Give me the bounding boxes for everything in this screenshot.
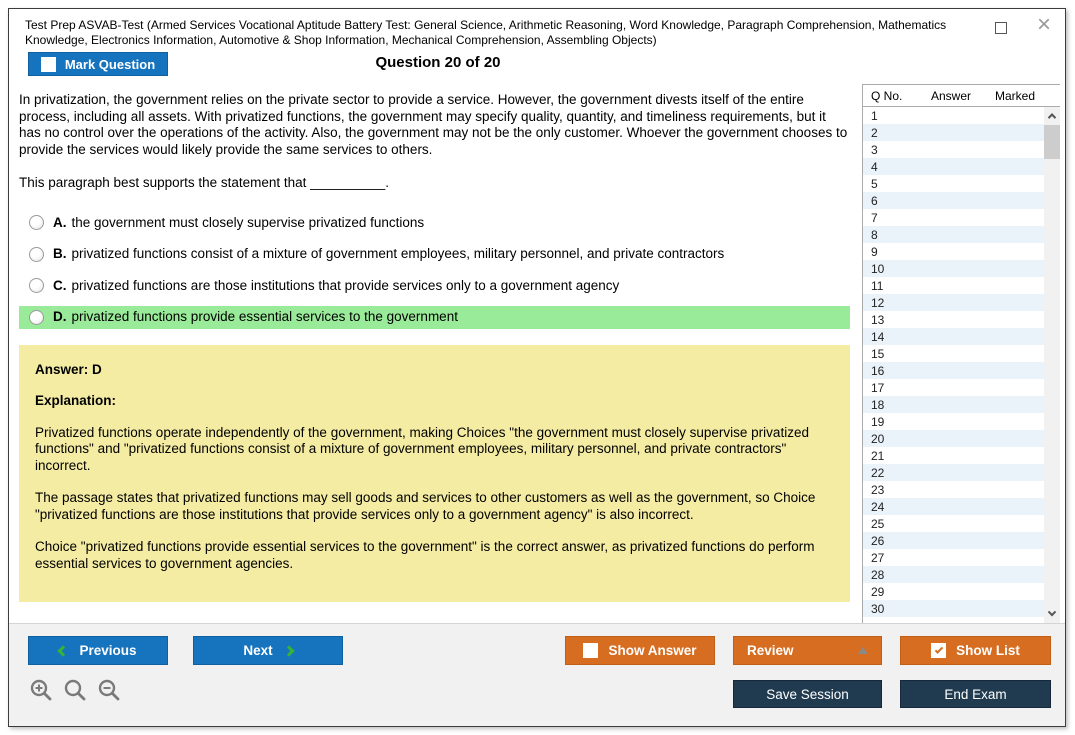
question-list-row[interactable]: 12 [863, 294, 1044, 311]
end-exam-label: End Exam [944, 686, 1007, 702]
question-list-row[interactable]: 16 [863, 362, 1044, 379]
app-window [8, 8, 1066, 727]
option-letter: D. [53, 309, 67, 324]
answer-option-b[interactable] [19, 243, 850, 266]
question-list-row[interactable]: 20 [863, 430, 1044, 447]
next-label: Next [243, 643, 273, 658]
question-list-panel [862, 84, 1060, 623]
question-list-row[interactable]: 26 [863, 532, 1044, 549]
zoom-out-icon[interactable] [97, 678, 123, 704]
show-list-button[interactable] [900, 636, 1051, 665]
question-header [9, 50, 1065, 84]
main-area [9, 84, 1065, 623]
question-list-row[interactable]: 30 [863, 600, 1044, 617]
explanation-paragraph: Privatized functions operate independently of the government, making Choices "the government must closely supervise privatized functions" and "privatized functions consist of a mixture of government employees, military personnel, and private contractors" incorrect. [35, 424, 809, 473]
question-list-row[interactable]: 4 [863, 158, 1044, 175]
question-counter: Question 20 of 20 [375, 54, 501, 71]
question-content [9, 84, 862, 623]
previous-button[interactable] [28, 636, 168, 665]
review-dropdown[interactable] [733, 636, 882, 665]
question-paragraph: In privatization, the government relies on the private sector to provide a service. However, the government divests itself of the entire process, including all assets. With privatized functions, the government may specify quality, quantity, and timeliness requirements, but it has no control over the operations of the activity. Also, the government may not be the only customer. Whoever the government chooses to provide the services would likely provide the same services to others. [19, 92, 848, 157]
explanation-label: Explanation: [35, 393, 117, 408]
column-answer: Answer [930, 88, 971, 103]
close-icon[interactable]: × [1036, 11, 1051, 38]
option-letter: B. [53, 246, 67, 261]
scroll-down-icon[interactable] [1044, 606, 1060, 623]
triangle-up-icon [858, 647, 868, 654]
save-session-label: Save Session [766, 686, 849, 702]
question-list-row[interactable]: 7 [863, 209, 1044, 226]
checkmark-icon [934, 645, 942, 653]
question-list-row[interactable]: 23 [863, 481, 1044, 498]
show-answer-label: Show Answer [608, 643, 697, 658]
question-list-row[interactable]: 8 [863, 226, 1044, 243]
question-list-header [863, 84, 1060, 107]
question-list-row[interactable]: 22 [863, 464, 1044, 481]
answer-label: Answer: D [35, 361, 102, 377]
radio-icon[interactable] [29, 215, 44, 230]
question-list-row[interactable]: 29 [863, 583, 1044, 600]
question-list-row[interactable]: 10 [863, 260, 1044, 277]
answer-option-c[interactable] [19, 275, 850, 298]
next-button[interactable] [193, 636, 343, 665]
question-list-row[interactable]: 18 [863, 396, 1044, 413]
mark-question-label: Mark Question [64, 56, 156, 72]
scroll-up-icon[interactable] [1044, 107, 1060, 124]
option-letter: C. [53, 277, 67, 293]
question-list-row[interactable]: 1 [863, 107, 1044, 124]
vertical-scrollbar[interactable] [1044, 107, 1060, 623]
maximize-icon[interactable] [995, 22, 1007, 34]
review-label: Review [747, 643, 794, 658]
save-session-button[interactable] [733, 680, 882, 708]
question-list-row[interactable]: 2 [863, 124, 1044, 141]
option-letter: A. [53, 214, 67, 230]
explanation-paragraph: Choice "privatized functions provide essential services to the government" is the correct answer, as privatized functions do perform essential services to government agencies. [35, 539, 815, 571]
question-list-row[interactable]: 9 [863, 243, 1044, 260]
question-list-row[interactable]: 25 [863, 515, 1044, 532]
title-bar [9, 9, 1065, 50]
chevron-left-icon [58, 645, 69, 656]
previous-label: Previous [79, 643, 137, 658]
question-list-row[interactable]: 17 [863, 379, 1044, 396]
show-answer-button[interactable] [565, 636, 715, 665]
radio-icon[interactable] [29, 278, 44, 293]
column-marked: Marked [994, 88, 1035, 103]
question-list-row[interactable]: 3 [863, 141, 1044, 158]
question-list-body [863, 107, 1044, 623]
question-prompt: This paragraph best supports the statement that __________. [19, 175, 389, 190]
footer-bar [9, 623, 1065, 726]
scrollbar-thumb[interactable] [1044, 125, 1060, 159]
radio-icon[interactable] [29, 310, 44, 325]
answer-option-a[interactable] [19, 212, 850, 235]
option-text: privatized functions consist of a mixture of government employees, military personnel, and private contractors [71, 246, 725, 261]
question-list-row[interactable]: 14 [863, 328, 1044, 345]
window-title: Test Prep ASVAB-Test (Armed Services Vocational Aptitude Battery Test: General Science, Arithmetic Reasoning, Word Knowledge, Paragraph Comprehension, Mathematics Knowledge, Electronics Information, Automotive & Shop Information, Mechanical Comprehension, Assembling Objects) [25, 18, 947, 47]
column-q-no: Q No. [871, 88, 903, 103]
question-list-row[interactable]: 28 [863, 566, 1044, 583]
option-text: privatized functions provide essential services to the government [71, 309, 458, 324]
question-list-row[interactable]: 24 [863, 498, 1044, 515]
question-list-row[interactable]: 6 [863, 192, 1044, 209]
scrollbar-track[interactable] [1044, 124, 1060, 606]
question-list-row[interactable]: 19 [863, 413, 1044, 430]
explanation-box [19, 345, 850, 603]
option-text: the government must closely supervise privatized functions [71, 214, 425, 230]
option-text: privatized functions are those institutions that provide services only to a government agency [71, 277, 620, 293]
question-list-row[interactable]: 13 [863, 311, 1044, 328]
end-exam-button[interactable] [900, 680, 1051, 708]
radio-icon[interactable] [29, 247, 44, 262]
question-list-row[interactable]: 5 [863, 175, 1044, 192]
question-list-row[interactable]: 21 [863, 447, 1044, 464]
zoom-reset-icon[interactable] [63, 678, 89, 704]
question-list-row[interactable]: 11 [863, 277, 1044, 294]
show-answer-checkbox[interactable] [583, 643, 598, 658]
question-list-row[interactable]: 27 [863, 549, 1044, 566]
explanation-paragraph: The passage states that privatized functions may sell goods and services to other customers as well as the government, so Choice "privatized functions are those institutions that provide services only to a government agency" is also incorrect. [35, 490, 816, 522]
question-list-row[interactable]: 15 [863, 345, 1044, 362]
question-list-area [863, 107, 1060, 623]
answer-option-d[interactable] [19, 306, 850, 329]
zoom-controls [29, 678, 123, 704]
show-list-label: Show List [956, 643, 1020, 658]
zoom-in-icon[interactable] [29, 678, 55, 704]
show-list-checkbox[interactable] [931, 643, 946, 658]
chevron-right-icon [283, 645, 294, 656]
